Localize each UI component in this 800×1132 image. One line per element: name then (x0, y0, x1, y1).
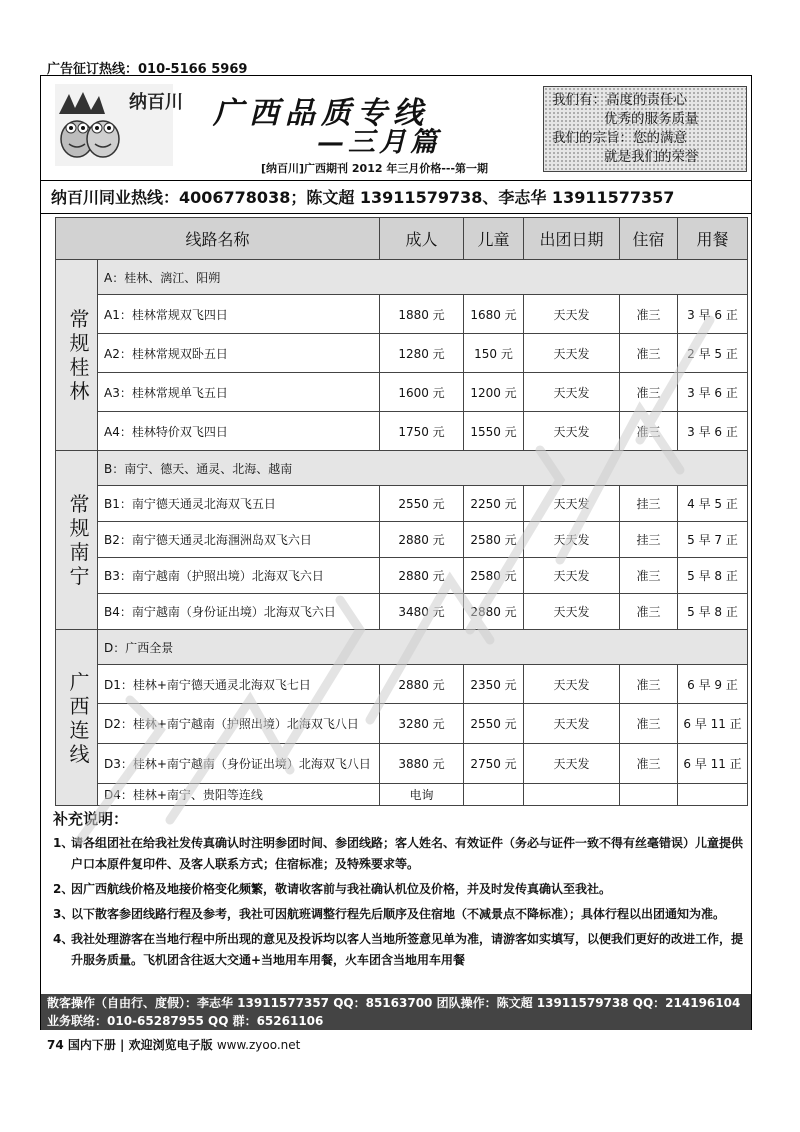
route-name: D1：桂林+南宁德天通灵北海双飞七日 (98, 665, 380, 704)
contact-footer (41, 994, 751, 1030)
group-row (56, 630, 748, 665)
child-price: 1200 元 (464, 373, 524, 412)
meal-plan: 5 早 8 正 (678, 594, 748, 630)
brand-logo (55, 84, 183, 166)
route-name: A4：桂林特价双飞四日 (98, 412, 380, 451)
group-row (56, 260, 748, 295)
col-header-hotel: 住宿 (620, 218, 678, 260)
note-text: 我社处理游客在当地行程中所出现的意见及投诉均以客人当地所签意见单为准，请游客如实填写，以便我们更好的改进工作，提升服务质量。飞机团含往返大交通+当地用车用餐，火车团含当地用车用餐 (71, 932, 744, 967)
route-name: D3：桂林+南宁越南（身份证出境）北海双飞八日 (98, 744, 380, 784)
departure-date: 天天发 (524, 295, 620, 334)
notes-title: 补充说明： (53, 810, 129, 828)
adult-price: 1280 元 (380, 334, 464, 373)
departure-date: 天天发 (524, 665, 620, 704)
note-text: 请各组团社在给我社发传真确认时注明参团时间、参团线路；客人姓名、有效证件（务必与证件一致不得有丝毫错误）儿童提供户口本原件复印件、及客人联系方式；住宿标准；及特殊要求等。 (71, 836, 744, 871)
hotel-level: 准三 (620, 373, 678, 412)
hotel-level: 准三 (620, 334, 678, 373)
departure-date: 天天发 (524, 373, 620, 412)
adult-price: 3480 元 (380, 594, 464, 630)
meal-plan: 3 早 6 正 (678, 373, 748, 412)
child-price: 2580 元 (464, 522, 524, 558)
departure-date: 天天发 (524, 704, 620, 744)
table-row (56, 744, 748, 784)
col-header-date: 出团日期 (524, 218, 620, 260)
departure-date: 天天发 (524, 744, 620, 784)
supplementary-notes (49, 808, 749, 975)
route-name: A3：桂林常规单飞五日 (98, 373, 380, 412)
page-title-sub: —三月篇 (317, 127, 441, 158)
note-number: 4、 (53, 932, 74, 946)
group-row (56, 451, 748, 486)
note-item (49, 879, 749, 900)
departure-date: 天天发 (524, 558, 620, 594)
departure-date: 天天发 (524, 412, 620, 451)
hotel-level: 准三 (620, 558, 678, 594)
adult-price: 3880 元 (380, 744, 464, 784)
page-footer-text: 74 国内下册 | 欢迎浏览电子版 (47, 1038, 213, 1052)
hotel-level: 挂三 (620, 522, 678, 558)
route-name: A1：桂林常规双飞四日 (98, 295, 380, 334)
page-frame (40, 75, 752, 1030)
adult-price: 2880 元 (380, 558, 464, 594)
table-row (56, 334, 748, 373)
header (41, 76, 751, 180)
meal-plan: 4 早 5 正 (678, 486, 748, 522)
slogan-box (543, 86, 747, 172)
section-label: 广西连线 (56, 630, 98, 806)
child-price: 2250 元 (464, 486, 524, 522)
child-price (464, 784, 524, 806)
group-title: A：桂林、漓江、阳朔 (98, 260, 748, 295)
table-row (56, 704, 748, 744)
hotel-level (620, 784, 678, 806)
page-footer (47, 1036, 300, 1053)
table-row (56, 558, 748, 594)
logo-text: 纳百川 (129, 92, 183, 113)
col-header-adult: 成人 (380, 218, 464, 260)
table-row (56, 522, 748, 558)
meal-plan: 6 早 9 正 (678, 665, 748, 704)
child-price: 2750 元 (464, 744, 524, 784)
note-item (49, 833, 749, 875)
route-name: A2：桂林常规双卧五日 (98, 334, 380, 373)
adult-price: 1750 元 (380, 412, 464, 451)
route-name: D2：桂林+南宁越南（护照出境）北海双飞八日 (98, 704, 380, 744)
meal-plan (678, 784, 748, 806)
table-row (56, 665, 748, 704)
note-text: 以下散客参团线路行程及参考，我社可因航班调整行程先后顺序及住宿地（不减景点不降标准）；具体行程以出团通知为准。 (71, 907, 726, 921)
slogan-line: 我们的宗旨：您的满意 (552, 130, 687, 146)
col-header-child: 儿童 (464, 218, 524, 260)
departure-date (524, 784, 620, 806)
meal-plan: 6 早 11 正 (678, 744, 748, 784)
child-price: 2550 元 (464, 704, 524, 744)
issue-subtitle: [纳百川]广西期刊 2012 年三月价格---第一期 (261, 162, 489, 175)
adult-price: 1880 元 (380, 295, 464, 334)
table-header-row (56, 218, 748, 260)
meal-plan: 3 早 6 正 (678, 412, 748, 451)
child-price: 2880 元 (464, 594, 524, 630)
adult-price: 2550 元 (380, 486, 464, 522)
table-row (56, 373, 748, 412)
hotel-level: 准三 (620, 744, 678, 784)
child-price: 1550 元 (464, 412, 524, 451)
group-title: D：广西全景 (98, 630, 748, 665)
route-name: B3：南宁越南（护照出境）北海双飞六日 (98, 558, 380, 594)
hotel-level: 准三 (620, 295, 678, 334)
child-price: 1680 元 (464, 295, 524, 334)
route-name: D4：桂林+南宁、贵阳等连线 (98, 784, 380, 806)
col-header-meal: 用餐 (678, 218, 748, 260)
table-row (56, 295, 748, 334)
ad-hotline: 广告征订热线：010-5166 5969 (47, 62, 248, 77)
slogan-line: 就是我们的荣誉 (604, 149, 699, 165)
slogan-line: 我们有：高度的责任心 (552, 92, 687, 108)
child-price: 150 元 (464, 334, 524, 373)
route-name: B1：南宁德天通灵北海双飞五日 (98, 486, 380, 522)
note-item (49, 929, 749, 971)
hotel-level: 准三 (620, 665, 678, 704)
route-price-table (55, 217, 748, 806)
child-price: 2350 元 (464, 665, 524, 704)
hotel-level: 准三 (620, 412, 678, 451)
website-link[interactable]: www.zyoo.net (216, 1038, 301, 1052)
section-label: 常规南宁 (56, 451, 98, 630)
adult-price: 2880 元 (380, 665, 464, 704)
meal-plan: 5 早 8 正 (678, 558, 748, 594)
adult-price: 1600 元 (380, 373, 464, 412)
contact-line: 散客操作（自由行、度假）：李志华 13911577357 QQ：85163700 团队操作：陈文超 13911579738 QQ：214196104 (47, 996, 741, 1010)
table-row (56, 486, 748, 522)
adult-price: 3280 元 (380, 704, 464, 744)
note-item (49, 904, 749, 925)
page-title: 广西品质专线 (213, 96, 429, 131)
col-header-route: 线路名称 (56, 218, 380, 260)
table-row (56, 594, 748, 630)
hotel-level: 挂三 (620, 486, 678, 522)
slogan-line: 优秀的服务质量 (604, 111, 699, 127)
route-name: B4：南宁越南（身份证出境）北海双飞六日 (98, 594, 380, 630)
note-number: 1、 (53, 836, 74, 850)
meal-plan: 2 早 5 正 (678, 334, 748, 373)
note-number: 2、 (53, 882, 74, 896)
contact-line: 业务联络：010-65287955 QQ 群：65261106 (47, 1014, 324, 1028)
hotel-level: 准三 (620, 704, 678, 744)
adult-price: 电询 (380, 784, 464, 806)
hotline-bar: 纳百川同业热线：4006778038；陈文超 13911579738、李志华 13911577357 (41, 180, 751, 214)
departure-date: 天天发 (524, 486, 620, 522)
meal-plan: 6 早 11 正 (678, 704, 748, 744)
note-text: 因广西航线价格及地接价格变化频繁，敬请收客前与我社确认机位及价格，并及时发传真确认至我社。 (71, 882, 612, 896)
table-row (56, 412, 748, 451)
section-label: 常规桂林 (56, 260, 98, 451)
departure-date: 天天发 (524, 594, 620, 630)
route-name: B2：南宁德天通灵北海涠洲岛双飞六日 (98, 522, 380, 558)
hotel-level: 准三 (620, 594, 678, 630)
meal-plan: 3 早 6 正 (678, 295, 748, 334)
child-price: 2580 元 (464, 558, 524, 594)
departure-date: 天天发 (524, 522, 620, 558)
departure-date: 天天发 (524, 334, 620, 373)
table-row (56, 784, 748, 806)
note-number: 3、 (53, 907, 74, 921)
group-title: B：南宁、德天、通灵、北海、越南 (98, 451, 748, 486)
adult-price: 2880 元 (380, 522, 464, 558)
meal-plan: 5 早 7 正 (678, 522, 748, 558)
